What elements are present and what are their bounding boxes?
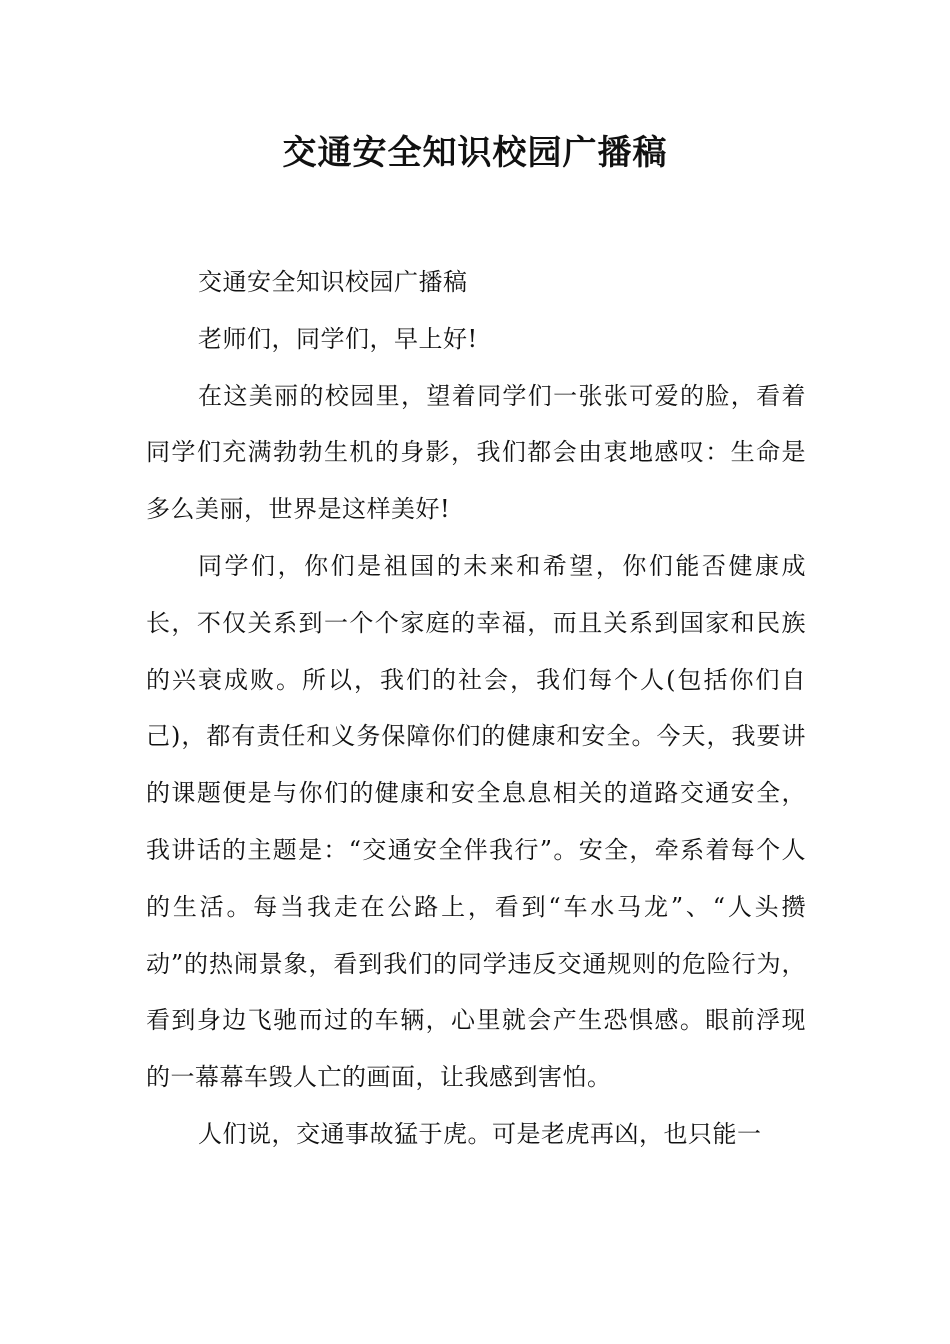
document-body	[146, 254, 806, 1163]
document-title: 交通安全知识校园广播稿	[282, 133, 668, 173]
paragraph-greeting: 老师们，同学们，早上好!	[198, 324, 478, 353]
paragraph-heading: 交通安全知识校园广播稿	[198, 268, 468, 296]
paragraph: 人们说，交通事故猛于虎。可是老虎再凶，也只能一	[198, 1119, 762, 1148]
paragraph: 在这美丽的校园里，望着同学们一张张可爱的脸，看着同学们充满勃勃生机的身影，我们都会由衷地感叹：生命是多么美丽，世界是这样美好!	[146, 381, 806, 524]
paragraph: 同学们，你们是祖国的未来和希望，你们能否健康成长，不仅关系到一个个家庭的幸福，而且关系到国家和民族的兴衰成败。所以，我们的社会，我们每个人(包括你们自己)，都有责任和义务保障你们的健康和安全。今天，我要讲的课题便是与你们的健康和安全息息相关的道路交通安全，我讲话的主题是：“交通安全伴我行”。安全，牵系着每个人的生活。每当我走在公路上，看到“车水马龙”、“人头攒动”的热闹景象，看到我们的同学违反交通规则的危险行为，看到身边飞驰而过的车辆，心里就会产生恐惧感。眼前浮现的一幕幕车毁人亡的画面，让我感到害怕。	[146, 551, 806, 1092]
